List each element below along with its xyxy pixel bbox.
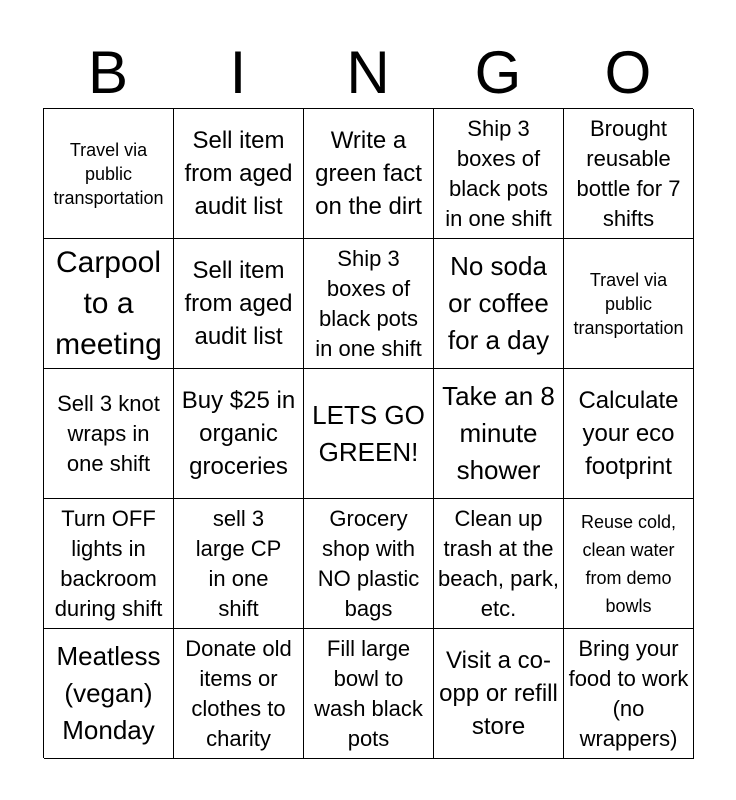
- cell-text: Ship 3 boxes of black pots in one shift: [445, 115, 552, 231]
- cell-text: No soda or coffee for a day: [447, 251, 550, 355]
- header-letter-o: O: [604, 39, 652, 106]
- bingo-cell[interactable]: [434, 629, 564, 759]
- bingo-cell[interactable]: [304, 499, 434, 629]
- bingo-cell[interactable]: [564, 109, 694, 239]
- cell-text: Calculate your eco footprint: [578, 387, 679, 480]
- cell-text: Sell item from aged audit list: [184, 257, 293, 350]
- bingo-cell[interactable]: [174, 109, 304, 239]
- cell-text: Bring your food to work (no wrappers): [568, 635, 689, 751]
- header-letter-b: B: [87, 39, 129, 106]
- cell-text: Travel via public transportation: [53, 139, 164, 208]
- bingo-cell[interactable]: [174, 239, 304, 369]
- bingo-cell[interactable]: [44, 629, 174, 759]
- bingo-grid: [43, 108, 693, 758]
- bingo-cell[interactable]: [44, 499, 174, 629]
- cell-text: LETS GO GREEN!: [312, 399, 425, 467]
- cell-text: Reuse cold, clean water from demo bowls: [580, 511, 677, 616]
- bingo-cell[interactable]: [434, 499, 564, 629]
- cell-text: Travel via public transportation: [573, 269, 684, 338]
- cell-text: Clean up trash at the beach, park, etc.: [437, 505, 560, 621]
- cell-text: sell 3 large CP in one shift: [195, 505, 282, 621]
- bingo-cell[interactable]: [174, 369, 304, 499]
- cell-text: Carpool to a meeting: [55, 246, 162, 361]
- bingo-cell[interactable]: [304, 369, 434, 499]
- bingo-cell[interactable]: [564, 369, 694, 499]
- bingo-cell[interactable]: [434, 109, 564, 239]
- cell-text: Turn OFF lights in backroom during shift: [54, 505, 163, 621]
- cell-text: Sell 3 knot wraps in one shift: [57, 390, 160, 476]
- cell-text: Write a green fact on the dirt: [315, 127, 422, 220]
- bingo-cell[interactable]: [564, 629, 694, 759]
- cell-text: Donate old items or clothes to charity: [185, 635, 292, 751]
- bingo-cell[interactable]: [564, 499, 694, 629]
- cell-text: Brought reusable bottle for 7 shifts: [576, 115, 681, 231]
- header-letter-i: I: [229, 39, 247, 106]
- bingo-header: [43, 38, 693, 108]
- bingo-cell[interactable]: [44, 109, 174, 239]
- bingo-cell[interactable]: [434, 369, 564, 499]
- bingo-cell[interactable]: [174, 499, 304, 629]
- header-letter-g: G: [474, 39, 522, 106]
- cell-text: Grocery shop with NO plastic bags: [317, 505, 420, 621]
- bingo-cell[interactable]: [174, 629, 304, 759]
- bingo-cell[interactable]: [44, 239, 174, 369]
- bingo-cell[interactable]: [564, 239, 694, 369]
- cell-text: Buy $25 in organic groceries: [181, 387, 296, 480]
- cell-text: Take an 8 minute shower: [442, 381, 555, 485]
- cell-text: Fill large bowl to wash black pots: [314, 635, 423, 751]
- bingo-cell[interactable]: [304, 109, 434, 239]
- bingo-cell[interactable]: [304, 239, 434, 369]
- bingo-cell[interactable]: [44, 369, 174, 499]
- bingo-cell[interactable]: [434, 239, 564, 369]
- cell-text: Visit a co-opp or refill store: [439, 647, 558, 740]
- bingo-cell[interactable]: [304, 629, 434, 759]
- cell-text: Sell item from aged audit list: [184, 127, 293, 220]
- header-letter-n: N: [346, 39, 390, 106]
- cell-text: Meatless (vegan) Monday: [56, 641, 161, 745]
- cell-text: Ship 3 boxes of black pots in one shift: [315, 245, 422, 361]
